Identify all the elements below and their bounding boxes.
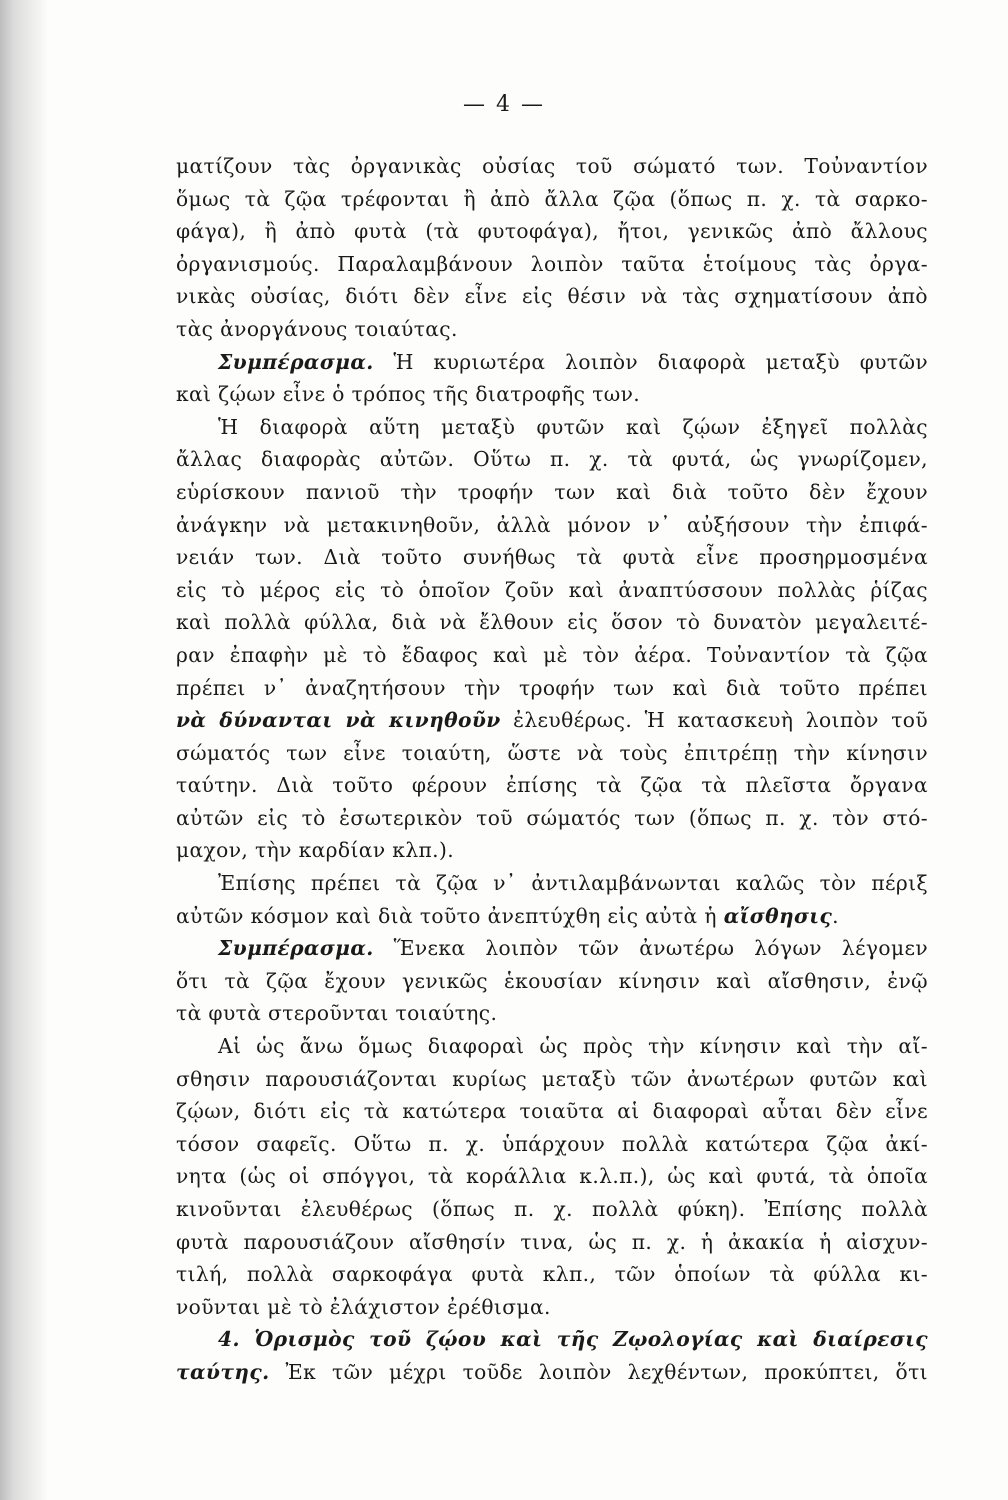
text-span: Ἕνεκα λοιπὸν τῶν ἀνωτέρω λόγων λέγομεν (373, 936, 928, 961)
emphasis-text: νὰ δύνανται νὰ κινηθοῦν (176, 708, 501, 733)
text-line: κινοῦνται ἐλευθέρως (ὅπως π. χ. πολλὰ φύκη). Ἐπίσης πολλὰ (176, 1197, 928, 1221)
text-line: ὅμως τὰ ζῷα τρέφονται ἢ ἀπὸ ἄλλα ζῷα (ὅπως π. χ. τὰ σαρκο- (176, 186, 928, 211)
text-span: Ἡ κυριωτέρα λοιπὸν διαφορὰ μεταξὺ φυτῶν (373, 349, 928, 374)
text-span: Ἐκ τῶν μέχρι τοῦδε λοιπὸν λεχθέντων, προκύπτει, ὅτι (269, 1359, 928, 1384)
text-line: νοῦνται μὲ τὸ ἐλάχιστον ἐρέθισμα. (176, 1294, 551, 1319)
emphasis-text: αἴσθησις (723, 903, 833, 928)
text-line: τὰ φυτὰ στεροῦνται τοιαύτης. (176, 1001, 498, 1026)
text-line: φάγα), ἢ ἀπὸ φυτὰ (τὰ φυτοφάγα), ἤτοι, γενικῶς ἀπὸ ἄλλους (176, 219, 928, 244)
text-line: νικὰς οὐσίας, διότι δὲν εἶνε εἰς θέσιν νὰ τὰς σχηματίσουν ἀπὸ (176, 284, 928, 309)
text-span: . (832, 903, 839, 928)
text-line (176, 932, 928, 965)
text-line: εὑρίσκουν πανιοῦ τὴν τροφήν των καὶ διὰ τοῦτο δὲν ἔχουν (176, 479, 928, 504)
text-line: Ἐπίσης πρέπει τὰ ζῷα ν᾽ ἀντιλαμβάνωνται καλῶς τὸν πέριξ (218, 871, 928, 896)
text-line: εἰς τὸ μέρος εἰς τὸ ὁποῖον ζοῦν καὶ ἀναπτύσσουν πολλὰς ῥίζας (176, 577, 928, 602)
text-line: ζῴων, διότι εἰς τὰ κατώτερα τοιαῦτα αἱ διαφοραὶ αὗται δὲν εἶνε (176, 1099, 928, 1124)
section-heading-tail: ταύτης. (176, 1359, 270, 1384)
text-line (176, 1356, 928, 1389)
text-line: Ἡ διαφορὰ αὕτη μεταξὺ φυτῶν καὶ ζῴων ἐξηγεῖ πολλὰς (218, 414, 928, 439)
text-line: ραν ἐπαφὴν μὲ τὸ ἔδαφος καὶ μὲ τὸν ἀέρα. Τοὐναντίον τὰ ζῷα (176, 642, 928, 667)
text-line: καὶ πολλὰ φύλλα, διὰ νὰ ἔλθουν εἰς ὅσον τὸ δυνατὸν μεγαλειτέ- (176, 610, 928, 635)
section-conclusion-label: Συμπέρασμα. (218, 936, 374, 961)
page-binding-edge (0, 0, 48, 1500)
section-conclusion-label: Συμπέρασμα. (218, 349, 374, 374)
page-number: — 4 — (463, 92, 545, 117)
text-line: νειάν των. Διὰ τοῦτο συνήθως τὰ φυτὰ εἶνε προσηρμοσμένα (176, 545, 928, 570)
text-line: ἀνάγκην νὰ μετακινηθοῦν, ἀλλὰ μόνον ν᾽ αὐξήσουν τὴν ἐπιφά- (176, 512, 928, 537)
body-text (176, 150, 928, 1389)
text-span: αὐτῶν κόσμον καὶ διὰ τοῦτο ἀνεπτύχθη εἰς αὐτὰ ἡ (176, 903, 724, 928)
text-line: ματίζουν τὰς ὀργανικὰς οὐσίας τοῦ σώματό των. Τοὐναντίον (176, 154, 928, 178)
text-line: Αἱ ὡς ἄνω ὅμως διαφοραὶ ὡς πρὸς τὴν κίνησιν καὶ τὴν αἴ- (218, 1034, 928, 1059)
text-line: σθησιν παρουσιάζονται κυρίως μεταξὺ τῶν ἀνωτέρων φυτῶν καὶ (176, 1066, 928, 1091)
text-line: τιλή, πολλὰ σαρκοφάγα φυτὰ κλπ., τῶν ὁποίων τὰ φύλλα κι- (176, 1262, 928, 1287)
text-line: ὀργανισμούς. Παραλαμβάνουν λοιπὸν ταῦτα ἑτοίμους τὰς ὀργα- (176, 251, 928, 276)
text-line: φυτὰ παρουσιάζουν αἴσθησίν τινα, ὡς π. χ. ἡ ἀκακία ἡ αἰσχυν- (176, 1229, 928, 1254)
text-line: καὶ ζῴων εἶνε ὁ τρόπος τῆς διατροφῆς των. (176, 382, 641, 407)
section-heading: 4. Ὁρισμὸς τοῦ ζῴου καὶ τῆς Ζῳολογίας καὶ διαίρεσις (218, 1327, 928, 1352)
text-line (176, 900, 928, 933)
text-line: αὐτῶν εἰς τὸ ἐσωτερικὸν τοῦ σώματός των (ὅπως π. χ. τὸν στό- (176, 805, 928, 830)
text-line: πρέπει ν᾽ ἀναζητήσουν τὴν τροφήν των καὶ διὰ τοῦτο πρέπει (176, 675, 928, 700)
text-line: ταύτην. Διὰ τοῦτο φέρουν ἐπίσης τὰ ζῷα τὰ πλεῖστα ὄργανα (176, 773, 928, 798)
text-line: τόσον σαφεῖς. Οὕτω π. χ. ὑπάρχουν πολλὰ κατώτερα ζῷα ἀκί- (176, 1131, 928, 1156)
text-line (176, 346, 928, 379)
text-span: ἐλευθέρως. Ἡ κατασκευὴ λοιπὸν τοῦ (500, 708, 928, 733)
text-line: ἄλλας διαφορὰς αὐτῶν. Οὕτω π. χ. τὰ φυτά, ὡς γνωρίζομεν, (176, 447, 928, 472)
text-line: τὰς ἀνοργάνους τοιαύτας. (176, 316, 458, 341)
text-line: σώματός των εἶνε τοιαύτη, ὥστε νὰ τοὺς ἐπιτρέπῃ τὴν κίνησιν (176, 740, 928, 765)
text-line (176, 704, 928, 737)
text-line: μαχον, τὴν καρδίαν κλπ.). (176, 838, 455, 863)
text-line: νητα (ὡς οἱ σπόγγοι, τὰ κοράλλια κ.λ.π.), ὡς καὶ φυτά, τὰ ὁποῖα (176, 1164, 928, 1189)
text-line: ὅτι τὰ ζῷα ἔχουν γενικῶς ἑκουσίαν κίνησιν καὶ αἴσθησιν, ἐνῷ (176, 968, 928, 993)
